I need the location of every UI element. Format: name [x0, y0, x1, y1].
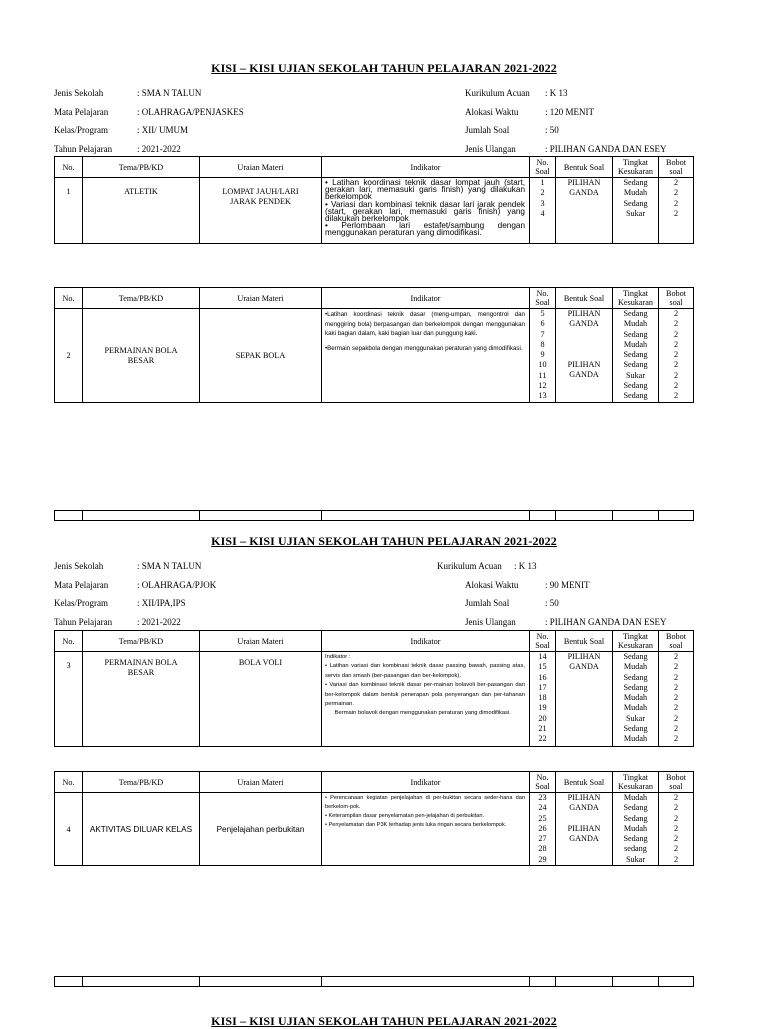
kisi-table-3 — [54, 630, 694, 747]
header-no: No. — [55, 772, 83, 793]
no-soal: 10 — [538, 360, 547, 370]
no-soal: 27 — [538, 834, 547, 844]
no-soal: 16 — [538, 672, 547, 682]
bobot: 2 — [673, 693, 679, 703]
meta-value: : 90 MENIT — [545, 579, 590, 590]
cell-no-soal — [530, 178, 556, 244]
header-indikator: Indikator — [322, 288, 530, 309]
tingkat: Sedang — [623, 178, 648, 187]
meta-label: Jenis Ulangan — [465, 143, 516, 154]
tingkat: Sedang — [623, 803, 648, 813]
bobot: 2 — [673, 208, 679, 218]
tingkat: Sedang — [623, 391, 648, 401]
header-tema: Tema/PB/KD — [83, 288, 200, 309]
no-soal: 7 — [540, 329, 545, 339]
no-soal: 19 — [538, 703, 547, 713]
indikator-item: Indikator : — [325, 654, 351, 660]
no-soal: 14 — [538, 652, 547, 661]
header-no-soal: No. Soal — [530, 631, 556, 652]
header-tema: Tema/PB/KD — [83, 631, 200, 652]
bentuk-soal: GANDA — [569, 662, 599, 672]
bobot: 2 — [673, 713, 679, 723]
cell-indikator — [322, 652, 530, 747]
table-header-row — [55, 157, 694, 178]
header-bobot: Bobot soal — [659, 772, 694, 793]
bentuk-soal: GANDA — [569, 833, 599, 843]
table-header-row — [55, 772, 694, 793]
meta-value: : OLAHRAGA/PJOK — [137, 579, 217, 590]
cell-indikator — [322, 178, 530, 244]
cell-bentuk-soal — [556, 793, 613, 866]
header-no: No. — [55, 288, 83, 309]
meta-value: : 50 — [545, 125, 559, 136]
tingkat: Sukar — [625, 854, 646, 864]
table-header-row — [55, 631, 694, 652]
table-row — [55, 793, 694, 866]
meta-value: : K 13 — [545, 88, 568, 98]
indikator-item: • Keterampilan dasar penyelamatan pen-jelajahan di perbukitan. — [325, 813, 484, 819]
no-soal: 3 — [540, 198, 545, 208]
tingkat: Sedang — [623, 652, 648, 661]
tingkat: Mudah — [623, 703, 648, 713]
no-soal: 8 — [540, 339, 545, 349]
table-row — [55, 652, 694, 747]
meta-label: Kurikulum Acuan — [437, 561, 502, 571]
bobot: 2 — [673, 724, 679, 734]
no-soal: 17 — [538, 682, 547, 692]
header-no: No. — [55, 157, 83, 178]
meta-right-1 — [465, 84, 667, 158]
blank-table-row — [54, 510, 694, 521]
cell-uraian: SEPAK BOLA — [200, 309, 322, 403]
cell-uraian: LOMPAT JAUH/LARI JARAK PENDEK — [200, 178, 322, 244]
cell-no-soal — [530, 793, 556, 866]
meta-label: Mata Pelajaran — [54, 106, 109, 117]
cell-uraian: BOLA VOLI — [200, 652, 322, 747]
no-soal: 15 — [538, 662, 547, 672]
meta-label: Jumlah Soal — [465, 125, 510, 136]
no-soal: 18 — [538, 693, 547, 703]
bobot: 2 — [673, 188, 679, 198]
cell-no-soal — [530, 309, 556, 403]
no-soal: 21 — [538, 724, 547, 734]
tingkat: Sedang — [623, 309, 648, 318]
meta-label: Jenis Sekolah — [54, 88, 104, 98]
bobot: 2 — [673, 329, 679, 339]
bobot: 2 — [673, 391, 679, 401]
header-tingkat: Tingkat Kesukaran — [613, 772, 659, 793]
bobot: 2 — [673, 834, 679, 844]
tingkat: Sedang — [623, 682, 648, 692]
header-no: No. — [55, 631, 83, 652]
bobot: 2 — [673, 734, 679, 744]
header-bobot: Bobot soal — [659, 631, 694, 652]
cell-bentuk-soal — [556, 652, 613, 747]
meta-value: : 2021-2022 — [137, 143, 181, 154]
cell-tema: ATLETIK — [83, 178, 200, 244]
tingkat: Sedang — [623, 724, 648, 734]
meta-label: Alokasi Waktu — [465, 106, 519, 117]
no-soal: 2 — [540, 188, 545, 198]
bentuk-soal: PILIHAN — [567, 793, 601, 802]
indikator-item: • Perencanaan kegiatan penjelajahan di per-bukitan secara seder-hana dan berkelom-pok. — [325, 795, 525, 810]
bobot: 2 — [673, 813, 679, 823]
cell-tingkat — [613, 178, 659, 244]
tingkat: Mudah — [623, 734, 648, 744]
cell-no: 1 — [55, 178, 83, 244]
meta-value: : SMA N TALUN — [137, 561, 202, 571]
cell-tema: AKTIVITAS DILUAR KELAS — [83, 793, 200, 866]
cell-bobot — [659, 309, 694, 403]
tingkat: Sedang — [623, 329, 648, 339]
bobot: 2 — [673, 178, 679, 187]
bobot: 2 — [673, 672, 679, 682]
bentuk-soal: GANDA — [569, 803, 599, 813]
meta-value: : 50 — [545, 598, 559, 609]
meta-label: Jenis Ulangan — [465, 616, 516, 627]
table-row — [55, 309, 694, 403]
header-bobot: Bobot soal — [659, 288, 694, 309]
cell-bobot — [659, 652, 694, 747]
meta-label: Jenis Sekolah — [54, 561, 104, 571]
bobot: 2 — [673, 360, 679, 370]
bobot: 2 — [673, 370, 679, 380]
header-indikator: Indikator — [322, 157, 530, 178]
header-uraian: Uraian Materi — [200, 157, 322, 178]
header-bentuk-soal: Bentuk Soal — [556, 772, 613, 793]
meta-label: Alokasi Waktu — [465, 579, 519, 590]
bobot: 2 — [673, 319, 679, 329]
bobot: 2 — [673, 198, 679, 208]
cell-bentuk-soal — [556, 178, 613, 244]
bobot: 2 — [673, 793, 679, 802]
no-soal: 29 — [538, 854, 547, 864]
cell-no: 4 — [55, 793, 83, 866]
cell-tingkat — [613, 793, 659, 866]
no-soal: 12 — [538, 381, 547, 391]
bobot: 2 — [673, 339, 679, 349]
tingkat: Sedang — [623, 381, 648, 391]
tingkat: sedang — [624, 844, 647, 854]
bentuk-soal: PILIHAN — [567, 309, 601, 318]
meta-value: : PILIHAN GANDA DAN ESEY — [545, 616, 667, 627]
header-indikator: Indikator — [322, 772, 530, 793]
indikator-item: • Latihan variasi dan kombinasi teknik dasar passing bawah, passing atas, servis dan smash (ber-pasangan dan ber-kelompok). — [325, 663, 525, 679]
tingkat: Mudah — [623, 188, 648, 198]
meta-right-2 — [437, 557, 667, 631]
tingkat: Sukar — [625, 370, 646, 380]
bobot: 2 — [673, 854, 679, 864]
cell-uraian: Penjelajahan perbukitan — [200, 793, 322, 866]
cell-tema: PERMAINAN BOLA BESAR — [83, 309, 200, 403]
bobot: 2 — [673, 823, 679, 833]
tingkat: Sukar — [625, 713, 646, 723]
meta-left-2 — [54, 557, 216, 631]
bobot: 2 — [673, 703, 679, 713]
cell-indikator — [322, 793, 530, 866]
meta-left-1 — [54, 84, 244, 158]
indikator-item: •Bermain sepakbola dengan menggunakan peraturan yang dimodifikasi. — [325, 344, 523, 352]
bentuk-soal: PILIHAN — [567, 359, 601, 369]
tingkat: Mudah — [623, 662, 648, 672]
meta-value: : XII/IPA,IPS — [137, 598, 186, 609]
indikator-item: • Penyelamatan dan P3K terhadap jenis luka ringan secara berkelompok. — [325, 822, 507, 828]
tingkat: Mudah — [623, 319, 648, 329]
bentuk-soal: GANDA — [569, 188, 599, 198]
document-title: KISI – KISI UJIAN SEKOLAH TAHUN PELAJARAN 2021-2022 — [211, 534, 557, 548]
header-bentuk-soal: Bentuk Soal — [556, 288, 613, 309]
kisi-table-1 — [54, 156, 694, 244]
tingkat: Sedang — [623, 198, 648, 208]
tingkat: Sukar — [625, 208, 646, 218]
header-uraian: Uraian Materi — [200, 772, 322, 793]
tingkat: Mudah — [623, 693, 648, 703]
cell-bobot — [659, 178, 694, 244]
cell-indikator — [322, 309, 530, 403]
header-tingkat: Tingkat Kesukaran — [613, 157, 659, 178]
bobot: 2 — [673, 381, 679, 391]
tingkat: Sedang — [623, 672, 648, 682]
meta-value: : XII/ UMUM — [137, 125, 188, 136]
header-uraian: Uraian Materi — [200, 631, 322, 652]
no-soal: 9 — [540, 350, 545, 360]
indikator-item: • Latihan koordinasi teknik dasar lompat jauh (start, gerakan lari, memasuki garis finish) yang dilakukan berkelompok — [325, 178, 525, 202]
header-no-soal: No. Soal — [530, 288, 556, 309]
meta-label: Tahun Pelajaran — [54, 143, 113, 154]
header-tingkat: Tingkat Kesukaran — [613, 288, 659, 309]
meta-value: : OLAHRAGA/PENJASKES — [137, 106, 244, 117]
no-soal: 11 — [538, 370, 547, 380]
meta-value: : K 13 — [514, 561, 537, 571]
no-soal: 4 — [540, 208, 545, 218]
header-tema: Tema/PB/KD — [83, 157, 200, 178]
no-soal: 28 — [538, 844, 547, 854]
no-soal: 1 — [540, 178, 545, 187]
header-bobot: Bobot soal — [659, 157, 694, 178]
meta-value: : 2021-2022 — [137, 616, 181, 627]
bobot: 2 — [673, 844, 679, 854]
bobot: 2 — [673, 662, 679, 672]
header-no-soal: No. Soal — [530, 772, 556, 793]
bentuk-soal: PILIHAN — [567, 178, 601, 187]
no-soal: 24 — [538, 803, 547, 813]
meta-label: Kelas/Program — [54, 125, 108, 136]
cell-no-soal — [530, 652, 556, 747]
cell-tingkat — [613, 652, 659, 747]
no-soal: 26 — [538, 823, 547, 833]
meta-label: Jumlah Soal — [465, 598, 510, 609]
blank-table-row — [54, 976, 694, 987]
header-bentuk-soal: Bentuk Soal — [556, 157, 613, 178]
document-title-partial: KISI – KISI UJIAN SEKOLAH TAHUN PELAJARAN 2021-2022 — [211, 1014, 557, 1028]
cell-no: 2 — [55, 309, 83, 403]
cell-bobot — [659, 793, 694, 866]
table-row — [55, 178, 694, 244]
table-header-row — [55, 288, 694, 309]
kisi-table-2 — [54, 287, 694, 403]
meta-value: : PILIHAN GANDA DAN ESEY — [545, 143, 667, 154]
tingkat: Sedang — [623, 813, 648, 823]
meta-label: Mata Pelajaran — [54, 579, 109, 590]
no-soal: 22 — [538, 734, 547, 744]
no-soal: 6 — [540, 319, 545, 329]
header-uraian: Uraian Materi — [200, 288, 322, 309]
meta-value: : SMA N TALUN — [137, 88, 202, 98]
cell-no: 3 — [55, 652, 83, 747]
cell-tingkat — [613, 309, 659, 403]
bentuk-soal: GANDA — [569, 319, 599, 329]
no-soal: 23 — [538, 793, 547, 802]
no-soal: 25 — [538, 813, 547, 823]
bobot: 2 — [673, 803, 679, 813]
tingkat: Sedang — [623, 360, 648, 370]
tingkat: Mudah — [623, 793, 648, 802]
header-no-soal: No. Soal — [530, 157, 556, 178]
bentuk-soal: PILIHAN — [567, 823, 601, 833]
no-soal: 20 — [538, 713, 547, 723]
document-title: KISI – KISI UJIAN SEKOLAH TAHUN PELAJARAN 2021-2022 — [211, 61, 557, 75]
no-soal: 5 — [540, 309, 545, 318]
cell-bentuk-soal — [556, 309, 613, 403]
tingkat: Sedang — [623, 350, 648, 360]
indikator-item: • Perlombaan lari estafet/sambung dengan menggunakan peraturan yang dimodifikasi. — [325, 221, 525, 238]
tingkat: Mudah — [623, 339, 648, 349]
cell-tema: PERMAINAN BOLA BESAR — [83, 652, 200, 747]
no-soal: 13 — [538, 391, 547, 401]
bobot: 2 — [673, 682, 679, 692]
meta-label: Tahun Pelajaran — [54, 616, 113, 627]
kisi-table-4 — [54, 771, 694, 866]
indikator-item: Bermain bolavoli dengan menggunakan peraturan yang dimodifikasi. — [325, 710, 511, 717]
meta-value: : 120 MENIT — [545, 106, 594, 117]
header-tingkat: Tingkat Kesukaran — [613, 631, 659, 652]
indikator-item: •Latihan koordinasi teknik dasar (meng-umpan, mengontrol dan menggiring bola) berpasangan dan berkelompok dengan menggunakan kaki bagian dalam, kaki bagian luar dan punggung kaki. — [325, 311, 525, 338]
tingkat: Sedang — [623, 834, 648, 844]
indikator-item: • Variasi dan kombinasi teknik dasar lari jarak pendek (start, gerakan lari, memasuki garis finish) yang dilakukan berkelompok — [325, 199, 525, 224]
bobot: 2 — [673, 350, 679, 360]
header-tema: Tema/PB/KD — [83, 772, 200, 793]
meta-label: Kelas/Program — [54, 598, 108, 609]
bobot: 2 — [673, 652, 679, 661]
tingkat: Mudah — [623, 823, 648, 833]
bobot: 2 — [673, 309, 679, 318]
bentuk-soal: PILIHAN — [567, 652, 601, 661]
indikator-item: • Variasi dan kombinasi teknik dasar per-mainan bolavoli ber-pasangan dan ber-kelompok dalam bentuk penerapan pola penyerangan dan per-tahanan permainan. — [325, 682, 525, 708]
bentuk-soal: GANDA — [569, 369, 599, 379]
header-indikator: Indikator — [322, 631, 530, 652]
header-bentuk-soal: Bentuk Soal — [556, 631, 613, 652]
meta-label: Kurikulum Acuan — [465, 88, 530, 98]
